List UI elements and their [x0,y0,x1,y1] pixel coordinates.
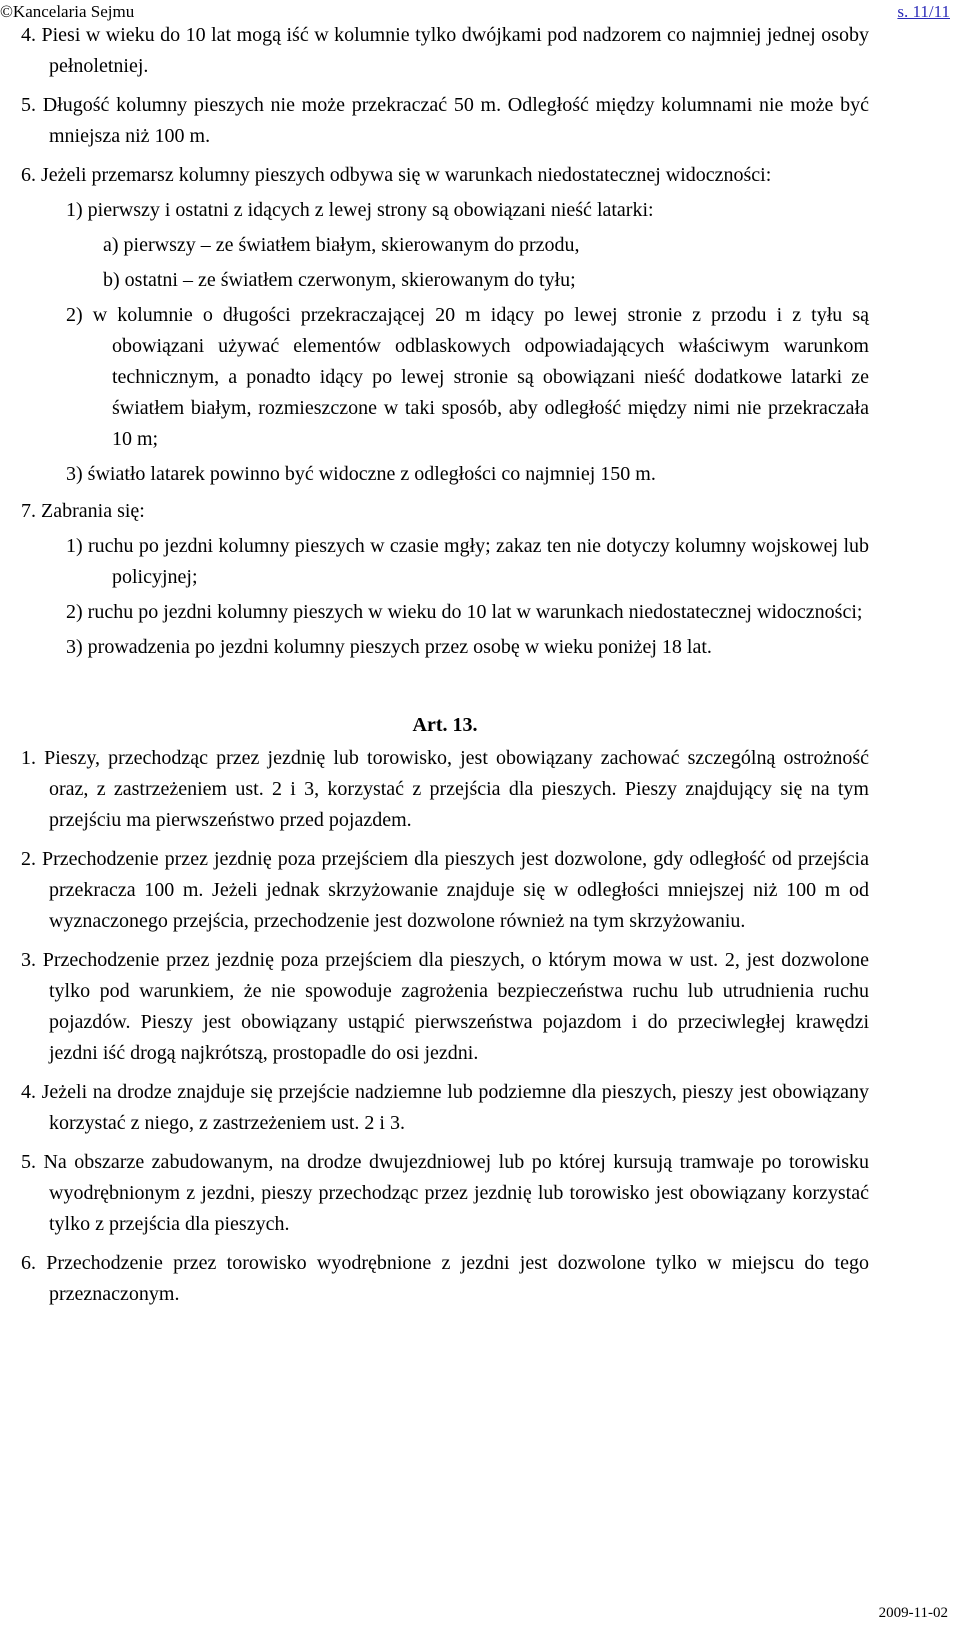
page-number-link[interactable]: s. 11/11 [897,2,950,21]
item7-point-2: 2) ruchu po jezdni kolumny pieszych w wieku do 10 lat w warunkach niedostatecznej widoczności; [66,601,863,623]
paragraph-5 [21,90,869,152]
item6-point-1: 1) pierwszy i ostatni z idących z lewej strony są obowiązani nieść latarki: [66,199,654,221]
article-item-2: 2. Przechodzenie przez jezdnię poza przejściem dla pieszych jest dozwolone, gdy odległość od przejścia przekracza 100 m. Jeżeli jednak skrzyżowanie znajduje się w odległości mniejszej niż 100 m od wyznaczonego przejścia, przechodzenie jest dozwolone również na tym skrzyżowaniu. [21,848,869,932]
article-item-1: 1. Pieszy, przechodząc przez jezdnię lub torowisko, jest obowiązany zachować szczególną ostrożność oraz, z zastrzeżeniem ust. 2 i 3, korzystać z przejścia dla pieszych. Pieszy znajdujący się na tym przejściu ma pierwszeństwo przed pojazdem. [21,747,869,831]
item7-point-3: 3) prowadzenia po jezdni kolumny pieszych przez osobę w wieku poniżej 18 lat. [66,636,712,658]
paragraph-text: Długość kolumny pieszych nie może przekraczać 50 m. Odległość między kolumnami nie może być mniejsza niż 100 m. [42,94,869,147]
document-body [21,20,869,1310]
paragraph-4 [21,20,869,82]
paragraph-text: Piesi w wieku do 10 lat mogą iść w kolumnie tylko dwójkami pod nadzorem co najmniej jednej osoby pełnoletniej. [41,24,869,77]
article-item-6: 6. Przechodzenie przez torowisko wyodrębnione z jezdni jest dozwolone tylko w miejscu do tego przeznaczonym. [21,1252,869,1305]
footer-date: 2009-11-02 [878,1605,948,1621]
paragraph-number: 5. [21,94,36,116]
paragraph-text: Jeżeli przemarsz kolumny pieszych odbywa się w warunkach niedostatecznej widoczności: [41,164,772,186]
paragraph-6 [21,160,869,191]
article-item-5: 5. Na obszarze zabudowanym, na drodze dwujezdniowej lub po której kursują tramwaje po torowisku wyodrębnionym z jezdni, pieszy przechodząc przez jezdnię lub torowisko jest obowiązany korzystać tylko z przejścia dla pieszych. [21,1151,869,1235]
paragraph-number: 4. [21,24,36,46]
item6-point-3: 3) światło latarek powinno być widoczne z odległości co najmniej 150 m. [66,463,656,485]
article-title: Art. 13. [412,714,478,736]
item7-point-1: 1) ruchu po jezdni kolumny pieszych w czasie mgły; zakaz ten nie dotyczy kolumny wojskowej lub policyjnej; [66,535,869,588]
item6-point-2: 2) w kolumnie o długości przekraczającej 20 m idący po lewej stronie z przodu i z tyłu są obowiązani używać elementów odblaskowych odpowiadających właściwym warunkom technicznym, a ponadto idący po lewej stronie są obowiązani nieść dodatkowe latarki ze światłem białym, rozmieszczone w taki sposób, aby odległość między nimi nie przekraczała 10 m; [66,304,869,450]
article-item-4: 4. Jeżeli na drodze znajduje się przejście nadziemne lub podziemne dla pieszych, pieszy jest obowiązany korzystać z niego, z zastrzeżeniem ust. 2 i 3. [21,1081,869,1134]
article-item-3: 3. Przechodzenie przez jezdnię poza przejściem dla pieszych, o którym mowa w ust. 2, jest dozwolone tylko pod warunkiem, że nie spowoduje zagrożenia bezpieczeństwa ruchu lub utrudnienia ruchu pojazdów. Pieszy jest obowiązany ustąpić pierwszeństwa pojazdom i do przeciwległej krawędzi jezdni iść drogą najkrótszą, prostopadle do osi jezdni. [21,949,869,1064]
paragraph-7: 7. Zabrania się: [21,500,145,522]
item6-point-1a: a) pierwszy – ze światłem białym, skierowanym do przodu, [103,234,580,256]
header-copyright: ©Kancelaria Sejmu [0,2,135,21]
item6-point-1b: b) ostatni – ze światłem czerwonym, skierowanym do tyłu; [103,269,576,291]
paragraph-number: 6. [21,164,36,186]
